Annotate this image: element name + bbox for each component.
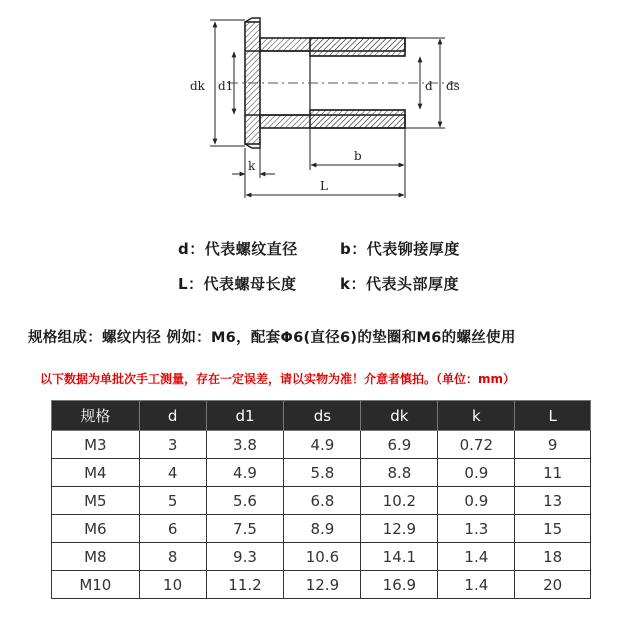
table-row — [52, 459, 591, 487]
cell-d: 8 — [139, 543, 206, 571]
cell-ds: 6.8 — [284, 487, 361, 515]
measurement-warning: 以下数据为单批次手工测量，存在一定误差，请以实物为准！介意者慎拍。（单位：mm） — [40, 372, 516, 386]
cell-L: 18 — [515, 543, 591, 571]
col-header-ds: ds — [284, 401, 361, 431]
label-b: b — [354, 149, 362, 163]
table-row — [52, 543, 591, 571]
cell-d: 3 — [139, 431, 206, 459]
spec-table — [51, 400, 591, 599]
col-header-k: k — [438, 401, 515, 431]
cell-d: 10 — [139, 571, 206, 599]
cell-ds: 10.6 — [284, 543, 361, 571]
label-L: L — [320, 179, 328, 193]
table-header-row — [52, 401, 591, 431]
cell-d: 5 — [139, 487, 206, 515]
cell-k: 0.9 — [438, 487, 515, 515]
cell-d: 6 — [139, 515, 206, 543]
col-header-L: L — [515, 401, 591, 431]
label-dk: dk — [190, 79, 205, 93]
cell-ds: 4.9 — [284, 431, 361, 459]
cell-dk: 10.2 — [361, 487, 438, 515]
legend-d: d：代表螺纹直径 — [178, 240, 298, 258]
col-header-d: d — [139, 401, 206, 431]
cell-L: 20 — [515, 571, 591, 599]
legend-b: b：代表铆接厚度 — [340, 240, 460, 258]
cell-d1: 9.3 — [206, 543, 284, 571]
cell-k: 0.72 — [438, 431, 515, 459]
cell-L: 15 — [515, 515, 591, 543]
cell-k: 0.9 — [438, 459, 515, 487]
cell-d1: 7.5 — [206, 515, 284, 543]
cell-k: 1.4 — [438, 543, 515, 571]
rivet-nut-diagram — [0, 0, 640, 215]
cell-spec: M3 — [52, 431, 140, 459]
label-k: k — [248, 159, 256, 173]
cell-dk: 12.9 — [361, 515, 438, 543]
label-d1: d1 — [218, 79, 234, 93]
cell-d: 4 — [139, 459, 206, 487]
cell-spec: M8 — [52, 543, 140, 571]
col-header-dk: dk — [361, 401, 438, 431]
legend-L: L：代表螺母长度 — [178, 275, 297, 293]
cell-ds: 8.9 — [284, 515, 361, 543]
cell-dk: 8.8 — [361, 459, 438, 487]
legend-k: k：代表头部厚度 — [340, 275, 459, 293]
cell-spec: M10 — [52, 571, 140, 599]
cell-k: 1.4 — [438, 571, 515, 599]
cell-dk: 14.1 — [361, 543, 438, 571]
table-row — [52, 571, 591, 599]
cell-spec: M6 — [52, 515, 140, 543]
cell-spec: M4 — [52, 459, 140, 487]
cell-d1: 3.8 — [206, 431, 284, 459]
cell-spec: M5 — [52, 487, 140, 515]
label-ds: ds — [446, 79, 460, 93]
cell-dk: 16.9 — [361, 571, 438, 599]
cell-L: 13 — [515, 487, 591, 515]
cell-dk: 6.9 — [361, 431, 438, 459]
table-row — [52, 515, 591, 543]
cell-k: 1.3 — [438, 515, 515, 543]
label-d: d — [425, 79, 433, 93]
table-row — [52, 487, 591, 515]
cell-d1: 5.6 — [206, 487, 284, 515]
spec-intro: 规格组成：螺纹内径 例如：M6，配套Φ6(直径6)的垫圈和M6的螺丝使用 — [28, 330, 516, 346]
cell-d1: 11.2 — [206, 571, 284, 599]
col-header-spec: 规格 — [52, 401, 140, 431]
col-header-d1: d1 — [206, 401, 284, 431]
cell-L: 11 — [515, 459, 591, 487]
table-row — [52, 431, 591, 459]
cell-ds: 5.8 — [284, 459, 361, 487]
cell-d1: 4.9 — [206, 459, 284, 487]
cell-ds: 12.9 — [284, 571, 361, 599]
cell-L: 9 — [515, 431, 591, 459]
